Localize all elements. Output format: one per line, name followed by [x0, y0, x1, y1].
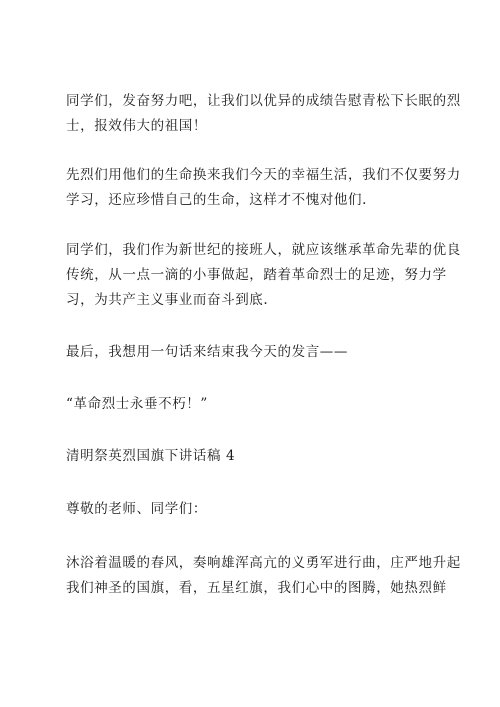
section-heading [66, 444, 438, 469]
text-line: “革命烈士永垂不朽！” [66, 396, 208, 412]
paragraph-closing [66, 340, 438, 365]
text-line: 习，为共产主义事业而奋斗到底. [66, 292, 269, 308]
text-line: 先烈们用他们的生命换来我们今天的幸福生活，我们不仅要努力 [66, 167, 461, 183]
paragraph-call-to-action [66, 89, 461, 139]
text-line: 士，报效伟大的祖国！ [66, 118, 207, 134]
paragraph-successors [66, 238, 461, 313]
text-line: 同学们，发奋努力吧，让我们以优异的成绩告慰青松下长眠的烈 [66, 93, 461, 109]
text-line: 传统，从一点一滴的小事做起，踏着革命烈士的足迹，努力学 [66, 267, 447, 283]
heading-text: 清明祭英烈国旗下讲话稿 4 [66, 448, 236, 464]
paragraph-opening [66, 551, 461, 601]
text-line: 学习，还应珍惜自己的生命，这样才不愧对他们. [66, 192, 367, 208]
paragraph-martyrs-sacrifice [66, 163, 461, 213]
text-line: 最后，我想用一句话来结束我今天的发言—— [66, 344, 348, 360]
paragraph-salutation [66, 497, 438, 522]
text-line: 我们神圣的国旗，看，五星红旗，我们心中的图腾，她热烈鲜 [66, 580, 447, 596]
text-line: 同学们，我们作为新世纪的接班人，就应该继承革命先辈的优良 [66, 242, 461, 258]
paragraph-quote [66, 392, 438, 417]
text-line: 尊敬的老师、同学们： [66, 501, 207, 517]
text-line: 沐浴着温暖的春风，奏响雄浑高亢的义勇军进行曲，庄严地升起 [66, 555, 461, 571]
